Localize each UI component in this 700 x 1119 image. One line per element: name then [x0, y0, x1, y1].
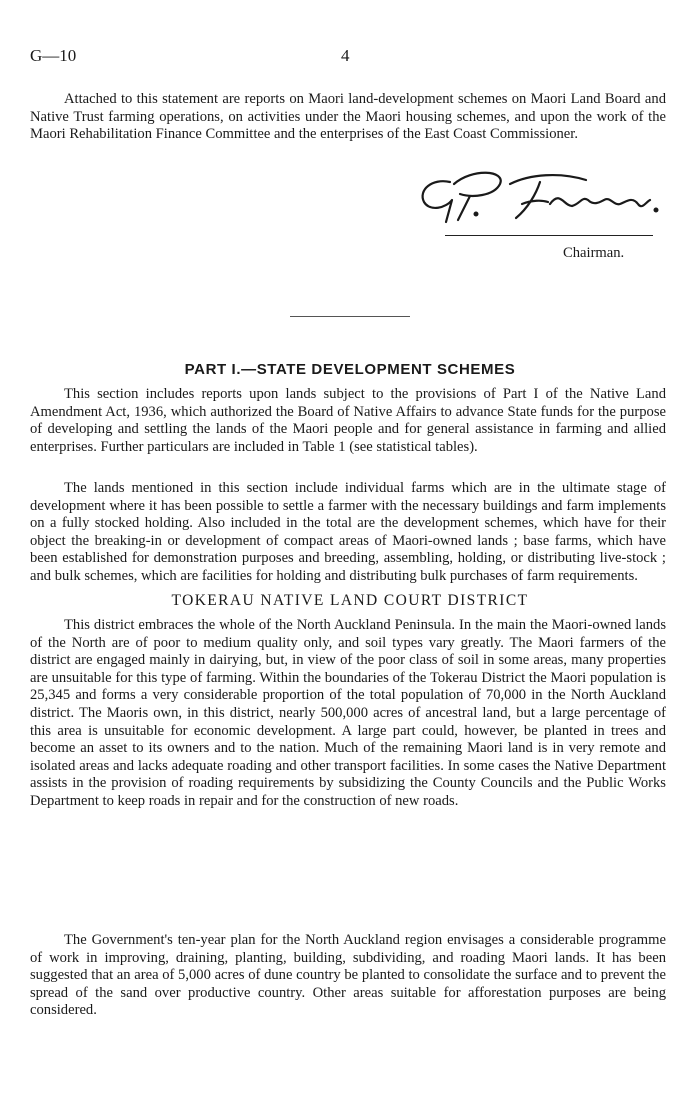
- part1-paragraph-2: The lands mentioned in this section include individual farms which are in the ultimate stage of development where it has been possible to settle a farmer with the necessary buildings and farm implements on a fully stocked holding. Also included in the total are the development schemes, which have for their object the breaking-in or development of compact areas of Maori-owned lands ; base farms, which have been established for demonstration purposes and breeding, assembling, holding, or distributing live-stock ; and bulk schemes, which are facilities for holding and distributing bulk purchases of farm requirements.: [30, 480, 666, 584]
- page-header: [30, 46, 670, 70]
- section-divider: [290, 316, 410, 317]
- tokerau-paragraph-1: This district embraces the whole of the North Auckland Peninsula. In the main the Maori-owned lands of the North are of poor to medium quality only, and soil types vary greatly. The Maori farmers of the district are engaged mainly in dairying, but, in view of the poor class of soil in some areas, many properties are unsuitable for this type of farming. Within the boundaries of the Tokerau District the Maori population is 25,345 and forms a very considerable proportion of the total population of 70,000 in the North Auckland district. The Maoris own, in this district, nearly 500,000 acres of ancestral land, but a large percentage of this area is unsuitable for economic development. A large part could, however, be planted in trees and become an asset to its owners and to the nation. Much of the remaining Maori land is in very remote and isolated areas and lacks adequate roading and other transport facilities. In some cases the Native Department assists in the provision of roading requirements by subsidizing the County Councils and the Public Works Department to keep roads in repair and for the construction of new roads.: [30, 617, 666, 809]
- page-number: 4: [341, 46, 350, 65]
- part1-heading: PART I.—STATE DEVELOPMENT SCHEMES: [184, 361, 516, 378]
- intro-paragraph: Attached to this statement are reports on Maori land-development schemes on Maori Land Board and Native Trust farming operations, on activities under the Maori housing schemes, and upon the work of the Maori Rehabilitation Finance Committee and the enterprises of the East Coast Commissioner.: [30, 91, 666, 143]
- tokerau-paragraph-2: The Government's ten-year plan for the North Auckland region envisages a considerable programme of work in improving, draining, planting, building, subdividing, and roading Maori lands. It has been suggested that an area of 5,000 acres of dune country be planted to consolidate the surface and to prevent the spread of the sand over productive country. Other areas suitable for afforestation purposes are being considered.: [30, 932, 666, 1019]
- part1-paragraph-1: This section includes reports upon lands subject to the provisions of Part I of the Native Land Amendment Act, 1936, which authorized the Board of Native Affairs to advance State funds for the purpose of developing and settling the lands of the Maori people and for general assistance in farming and allied enterprises. Further particulars are included in Table 1 (see statistical tables).: [30, 386, 666, 455]
- signatory-title: Chairman.: [563, 245, 625, 261]
- tokerau-heading: TOKERAU NATIVE LAND COURT DISTRICT: [171, 592, 529, 609]
- chairman-signature: [410, 160, 670, 240]
- signature-rule: [445, 235, 653, 236]
- document-reference: G—10: [30, 46, 77, 65]
